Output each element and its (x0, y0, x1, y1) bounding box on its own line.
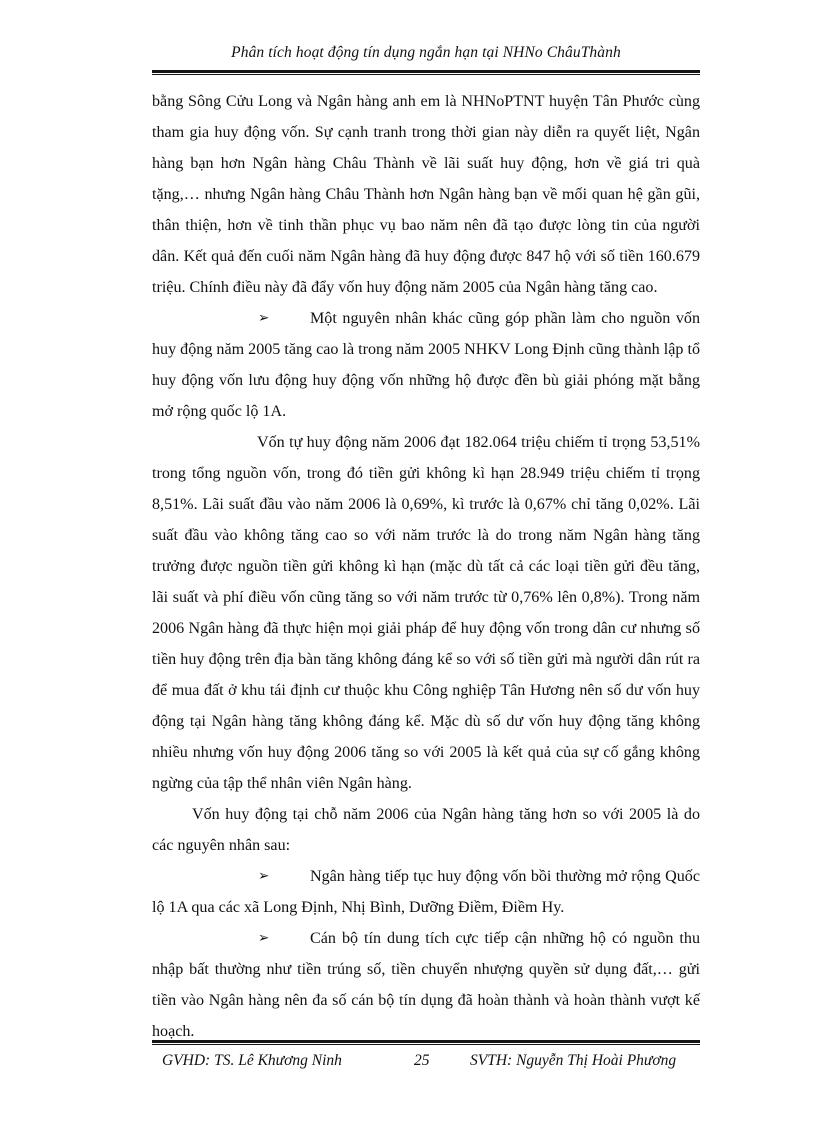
arrow-bullet-icon: ➢ (258, 868, 270, 884)
page-number: 25 (414, 1052, 430, 1069)
paragraph-text: Một nguyên nhân khác cũng góp phần làm cho nguồn vốn huy động năm 2005 tăng cao là trong năm 2005 NHKV Long Định cũng thành lập tổ huy động vốn lưu động huy động vốn những hộ được đền bù giải phóng mặt bằng mở rộng quốc lộ 1A. (152, 310, 700, 420)
arrow-bullet-icon: ➢ (258, 930, 270, 946)
footer-advisor: GVHD: TS. Lê Khương Ninh (162, 1052, 342, 1069)
paragraph: Vốn huy động tại chỗ năm 2006 của Ngân hàng tăng hơn so với 2005 là do các nguyên nhân sau: (152, 806, 700, 854)
page-content (152, 0, 700, 1123)
footer-divider (152, 1040, 700, 1045)
paragraph-text: Ngân hàng tiếp tục huy động vốn bồi thường mở rộng Quốc lộ 1A qua các xã Long Định, Nhị Bình, Dưỡng Điềm, Điềm Hy. (152, 868, 700, 916)
bulleted-paragraph (152, 923, 700, 1047)
paragraph-text: Cán bộ tín dung tích cực tiếp cận những hộ có nguồn thu nhập bất thường như tiền trúng số, tiền chuyển nhượng quyền sử dụng đất,… gửi tiền vào Ngân hàng nên đa số cán bộ tín dụng đã hoàn thành và hoàn thành vượt kế hoạch. (152, 930, 700, 1040)
arrow-bullet-icon: ➢ (258, 310, 270, 326)
bulleted-paragraph (152, 303, 700, 427)
footer-student: SVTH: Nguyễn Thị Hoài Phương (470, 1052, 677, 1069)
paragraph: bằng Sông Cửu Long và Ngân hàng anh em là NHNoPTNT huyện Tân Phước cùng tham gia huy động vốn. Sự cạnh tranh trong thời gian này diễn ra quyết liệt, Ngân hàng bạn hơn Ngân hàng Châu Thành về lãi suất huy động, hơn về giá tri quà tặng,… nhưng Ngân hàng Châu Thành hơn Ngân hàng bạn về mối quan hệ gần gũi, thân thiện, hơn về tinh thần phục vụ bao năm nên đã tạo được lòng tin của người dân. Kết quả đến cuối năm Ngân hàng đã huy động được 847 hộ với số tiền 160.679 triệu. Chính điều này đã đẩy vốn huy động năm 2005 của Ngân hàng tăng cao. (152, 93, 700, 296)
paragraph: Vốn tự huy động năm 2006 đạt 182.064 triệu chiếm tỉ trọng 53,51% trong tổng nguồn vốn, trong đó tiền gửi không kì hạn 28.949 triệu chiếm tỉ trọng 8,51%. Lãi suất đầu vào năm 2006 là 0,69%, kì trước là 0,67% chỉ tăng 0,02%. Lãi suất đầu vào không tăng cao so với năm trước là do trong năm Ngân hàng tăng trưởng được nguồn tiền gửi không kì hạn (mặc dù tất cả các loại tiền gửi đều tăng, lãi suất và phí điều vốn cũng tăng so với năm trước từ 0,76% lên 0,8%). Trong năm 2006 Ngân hàng đã thực hiện mọi giải pháp để huy động vốn trong dân cư nhưng số tiền huy động trên địa bàn tăng không đáng kể so với số tiền gửi mà người dân rút ra để mua đất ở khu tái định cư thuộc khu Công nghiệp Tân Hương nên số dư vốn huy động tại Ngân hàng tăng không đáng kể. Mặc dù số dư vốn huy động tăng không nhiều nhưng vốn huy động 2006 tăng so với 2005 là kết quả của sự cố gắng không ngừng của tập thể nhân viên Ngân hàng. (152, 434, 700, 792)
running-header: Phân tích hoạt động tín dụng ngắn hạn tại NHNo ChâuThành (231, 44, 621, 61)
bulleted-paragraph (152, 861, 700, 923)
header-divider (152, 70, 700, 75)
body-text (152, 86, 700, 1047)
